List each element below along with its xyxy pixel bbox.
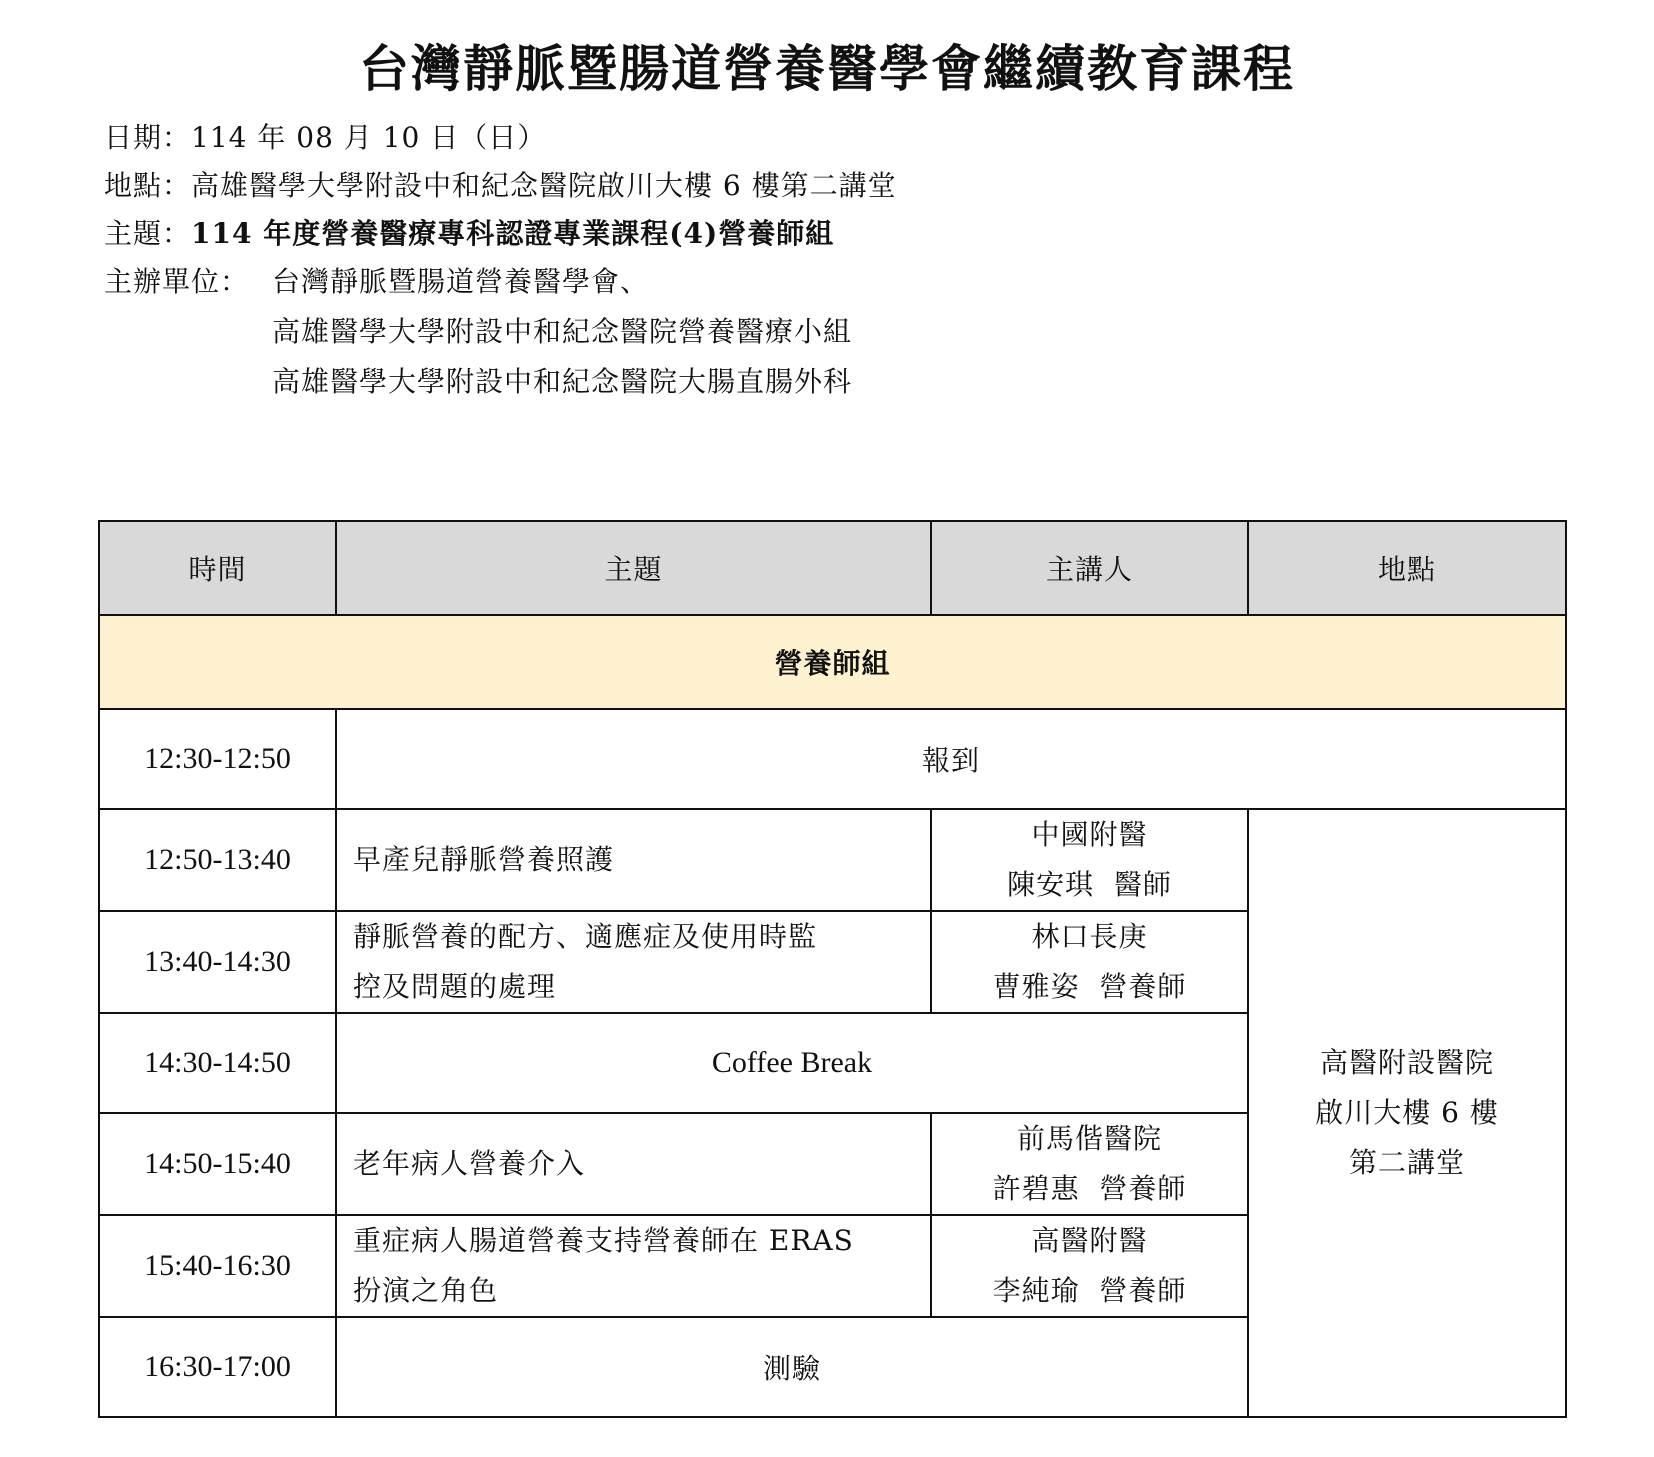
- speaker-name: 陳安琪 醫師: [1007, 868, 1172, 901]
- date-label: 日期：: [104, 121, 192, 154]
- row-time: 15:40-16:30: [99, 1215, 336, 1317]
- topic-line: [104, 214, 834, 254]
- date-line: [104, 118, 546, 158]
- row-speaker: [931, 1215, 1248, 1317]
- speaker-org: 林口長庚: [1031, 920, 1148, 953]
- table-row: [99, 809, 1566, 911]
- topic-line: 靜脈營養的配方、適應症及使用時監: [353, 920, 818, 953]
- place-line: [104, 166, 897, 206]
- row-speaker: [931, 1113, 1248, 1215]
- organizer-1: 台灣靜脈暨腸道營養醫學會、: [272, 265, 650, 298]
- speaker-name: 許碧惠 營養師: [992, 1172, 1187, 1205]
- row-time: 13:40-14:30: [99, 911, 336, 1013]
- row-speaker: [931, 911, 1248, 1013]
- row-topic: 報到: [336, 709, 1566, 809]
- venue-line: 第二講堂: [1348, 1146, 1465, 1179]
- row-speaker: [931, 809, 1248, 911]
- header-time: 時間: [99, 521, 336, 615]
- row-topic: [336, 911, 931, 1013]
- topic-value: 114 年度營養醫療專科認證專業課程(4)營養師組: [191, 217, 835, 250]
- organizer-line: [104, 262, 249, 302]
- group-row: [99, 615, 1566, 709]
- group-label: 營養師組: [99, 615, 1566, 709]
- venue-line: 高醫附設醫院: [1319, 1046, 1494, 1079]
- venue-line: 啟川大樓 6 樓: [1315, 1096, 1499, 1129]
- row-time: 12:30-12:50: [99, 709, 336, 809]
- header-venue: 地點: [1248, 521, 1566, 615]
- speaker-org: 高醫附醫: [1031, 1224, 1148, 1257]
- organizer-label: 主辦單位：: [104, 265, 250, 298]
- topic-line: 重症病人腸道營養支持營養師在 ERAS: [353, 1224, 854, 1257]
- header-topic: 主題: [336, 521, 931, 615]
- row-topic: 測驗: [336, 1317, 1248, 1417]
- row-topic: Coffee Break: [336, 1013, 1248, 1113]
- row-time: 14:50-15:40: [99, 1113, 336, 1215]
- row-topic: [336, 1215, 931, 1317]
- schedule-table: [98, 520, 1567, 1418]
- topic-line: 控及問題的處理: [353, 970, 557, 1003]
- row-time: 14:30-14:50: [99, 1013, 336, 1113]
- table-header-row: [99, 521, 1566, 615]
- speaker-org: 前馬偕醫院: [1016, 1122, 1162, 1155]
- table-row: [99, 709, 1566, 809]
- place-value: 高雄醫學大學附設中和紀念醫院啟川大樓 6 樓第二講堂: [191, 169, 897, 202]
- place-label: 地點：: [104, 169, 192, 202]
- venue-cell: [1248, 809, 1566, 1417]
- speaker-name: 李純瑜 營養師: [992, 1274, 1187, 1307]
- date-value: 114 年 08 月 10 日（日）: [191, 121, 547, 154]
- topic-label: 主題：: [104, 217, 192, 250]
- header-speaker: 主講人: [931, 521, 1248, 615]
- row-time: 12:50-13:40: [99, 809, 336, 911]
- organizer-3: 高雄醫學大學附設中和紀念醫院大腸直腸外科: [272, 365, 853, 398]
- speaker-name: 曹雅姿 營養師: [992, 970, 1187, 1003]
- row-topic: 老年病人營養介入: [336, 1113, 931, 1215]
- row-topic: 早產兒靜脈營養照護: [336, 809, 931, 911]
- page-title: 台灣靜脈暨腸道營養醫學會繼續教育課程: [359, 40, 1295, 98]
- topic-line: 扮演之角色: [353, 1274, 499, 1307]
- speaker-org: 中國附醫: [1031, 818, 1148, 851]
- organizer-2: 高雄醫學大學附設中和紀念醫院營養醫療小組: [272, 315, 853, 348]
- row-time: 16:30-17:00: [99, 1317, 336, 1417]
